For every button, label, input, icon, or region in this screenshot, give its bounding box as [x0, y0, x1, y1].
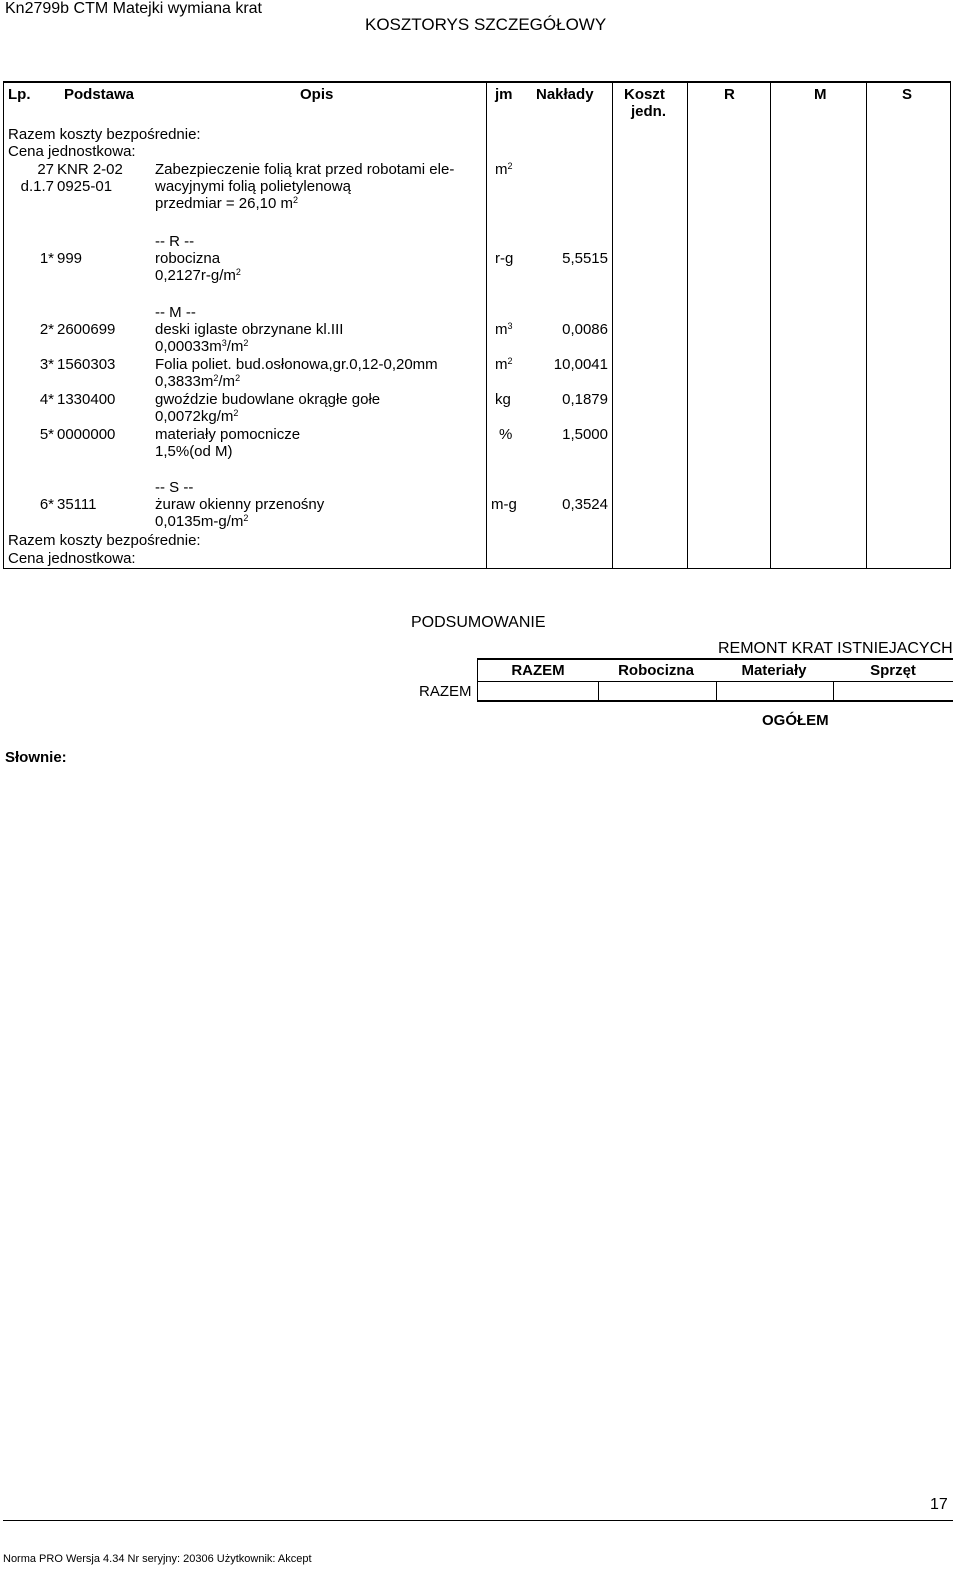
- page-number: 17: [930, 1496, 948, 1513]
- position-unit: $m^2$: [495, 161, 513, 178]
- group-header-m: -- M --: [155, 304, 196, 321]
- col-header-koszt: Koszt: [624, 86, 665, 103]
- page-title: KOSZTORYS SZCZEGÓŁOWY: [365, 15, 607, 34]
- summary-razem-label: Razem koszty bezpośrednie:: [8, 126, 201, 143]
- summary-col-sprzet: Sprzęt: [870, 662, 916, 679]
- software-footer: Norma PRO Wersja 4.34 Nr seryjny: 20306 Użytkownik: Akcept: [3, 1553, 312, 1565]
- position-lp: 27: [37, 161, 54, 178]
- summary-title: PODSUMOWANIE: [411, 614, 546, 631]
- col-header-lp: Lp.: [8, 86, 31, 103]
- summary-col-robocizna: Robocizna: [618, 662, 694, 679]
- col-header-s: S: [902, 86, 913, 103]
- col-header-r: R: [724, 86, 735, 103]
- col-header-jm: jm: [495, 86, 513, 103]
- col-header-podstawa: Podstawa: [64, 86, 135, 103]
- position-description-line2: wacyjnymi folią polietylenową: [155, 178, 351, 195]
- position-quantity: przedmiar = 26,10 $m^2$: [155, 195, 298, 212]
- bottom-razem-label: Razem koszty bezpośrednie:: [8, 532, 201, 549]
- position-basis-number: 0925-01: [57, 178, 113, 195]
- summary-cena-label: Cena jednostkowa:: [8, 143, 136, 160]
- summary-col-razem: RAZEM: [511, 662, 565, 679]
- col-header-naklady: Nakłady: [536, 86, 594, 103]
- document-name: Kn2799b CTM Matejki wymiana krat: [5, 0, 262, 17]
- col-header-m: M: [814, 86, 827, 103]
- col-header-opis: Opis: [300, 86, 334, 103]
- summary-row-razem: RAZEM: [419, 683, 472, 700]
- group-header-r: -- R --: [155, 233, 195, 250]
- group-header-s: -- S --: [155, 479, 194, 496]
- bottom-cena-label: Cena jednostkowa:: [8, 550, 136, 567]
- summary-section-name: REMONT KRAT ISTNIEJACYCH: [718, 640, 953, 657]
- slownie-label: Słownie:: [5, 749, 67, 766]
- position-description-line1: Zabezpieczenie folią krat przed robotami ele-: [155, 161, 455, 178]
- position-basis: KNR 2-02: [57, 161, 123, 178]
- col-header-koszt-jedn: jedn.: [631, 103, 667, 120]
- summary-col-materialy: Materiały: [741, 662, 807, 679]
- summary-ogolem: OGÓŁEM: [762, 712, 829, 729]
- position-lp-ref: d.1.7: [20, 178, 54, 195]
